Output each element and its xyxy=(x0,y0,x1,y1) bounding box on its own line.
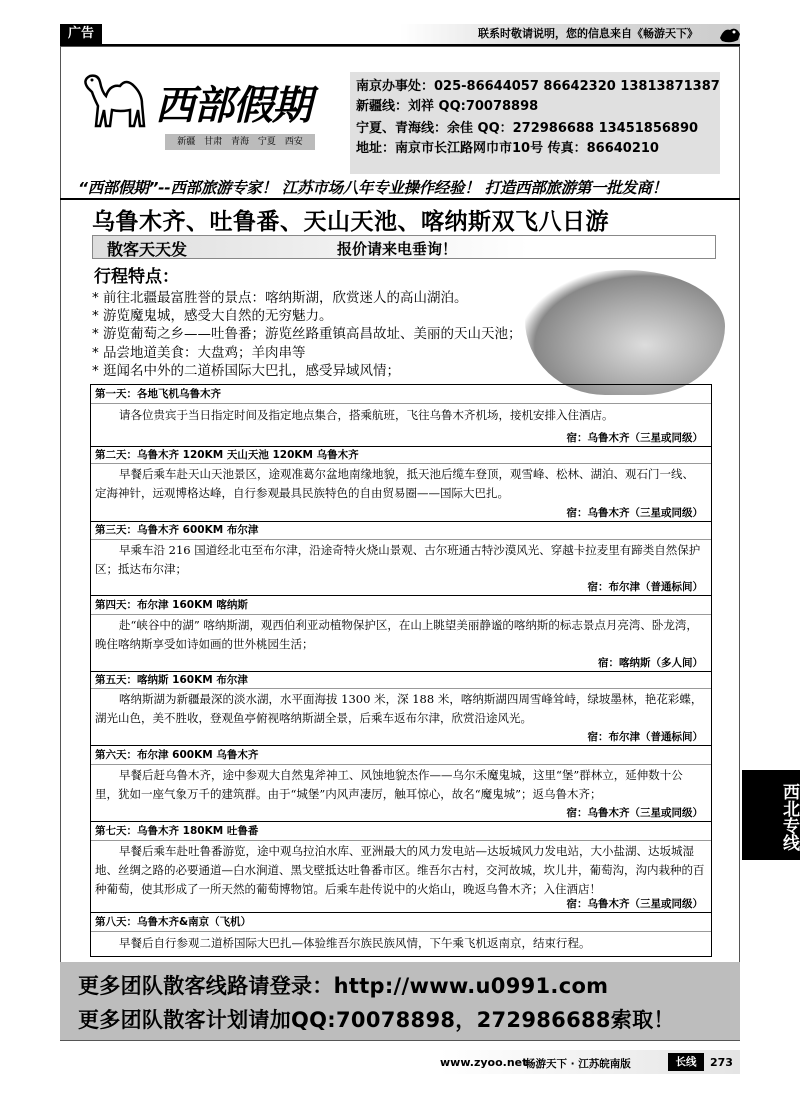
day-description: 早餐后赶乌鲁木齐，途中参观大自然鬼斧神工、风蚀地貌杰作——乌尔禾魔鬼城，这里“堡”群林立，延伸数十公里，犹如一座气象万千的建筑群。由于“城堡”内风声凄厉，触耳惊心，故名“魔鬼城”；返乌鲁木齐； xyxy=(95,768,683,801)
day-accommodation: 宿：乌鲁木齐（三星或同级） xyxy=(566,898,703,910)
day-accommodation: 宿：布尔津（普通标间） xyxy=(587,581,703,593)
day-title: 第七天：乌鲁木齐 180KM 吐鲁番 xyxy=(95,825,259,837)
row-divider xyxy=(91,671,711,672)
day-accommodation: 宿：乌鲁木齐（三星或同级） xyxy=(566,807,703,819)
day-title: 第五天：喀纳斯 160KM 布尔津 xyxy=(95,674,248,686)
contact-line: 地址：南京市长江路网巾市10号 传真：86640210 xyxy=(356,141,659,156)
itinerary-table xyxy=(90,384,712,957)
footer-site: www.zyoo.net xyxy=(440,1056,528,1069)
daily-departure-box xyxy=(92,235,716,259)
footer-banner xyxy=(60,962,740,1040)
footer-section-tab: 长线 xyxy=(668,1053,704,1071)
feature-item: * 游览葡萄之乡——吐鲁番；游览丝路重镇高昌故址、美丽的天山天池； xyxy=(92,326,522,342)
feature-item: * 逛闻名中外的二道桥国际大巴扎，感受异域风情； xyxy=(92,363,401,379)
feature-item: * 游览魔鬼城，感受大自然的无穷魅力。 xyxy=(92,308,333,324)
day-title: 第六天：布尔津 600KM 乌鲁木齐 xyxy=(95,749,259,761)
feature-item: * 前往北疆最富胜誉的景点：喀纳斯湖，欣赏迷人的高山湖泊。 xyxy=(92,290,468,306)
row-divider xyxy=(91,539,711,540)
contact-line: 南京办事处：025-86644057 86642320 13813871387 xyxy=(356,79,720,94)
camel-icon xyxy=(80,66,160,136)
contact-line: 新疆线：刘祥 QQ:70078898 xyxy=(356,99,539,114)
row-divider xyxy=(91,821,711,822)
row-divider xyxy=(91,840,711,841)
route-title: 乌鲁木齐、吐鲁番、天山天池、喀纳斯双飞八日游 xyxy=(92,209,609,235)
footer-magazine: 畅游天下 · 江苏皖南版 xyxy=(525,1058,631,1070)
slogan: “西部假期”--西部旅游专家！ 江苏市场八年专业操作经验！ 打造西部旅游第一批发商！ xyxy=(78,179,668,197)
contact-line: 宁夏、青海线：余佳 QQ：272986688 13451856890 xyxy=(356,121,699,136)
logo xyxy=(80,66,320,166)
price-label: 报价请来电垂询！ xyxy=(337,240,458,258)
ad-tag: 广告 xyxy=(60,24,102,44)
logo-regions: 新疆 甘肃 青海 宁夏 西安 xyxy=(165,134,315,150)
row-divider xyxy=(91,614,711,615)
day-accommodation: 宿：乌鲁木齐（三星或同级） xyxy=(566,432,703,444)
mascot-icon xyxy=(718,22,742,44)
day-accommodation: 宿：布尔津（普通标间） xyxy=(587,731,703,743)
day-title: 第八天：乌鲁木齐&南京（飞机） xyxy=(95,916,252,928)
day-title: 第二天：乌鲁木齐 120KM 天山天池 120KM 乌鲁木齐 xyxy=(95,449,359,461)
row-divider xyxy=(91,446,711,447)
daily-label: 散客天天发 xyxy=(107,240,188,259)
row-divider xyxy=(91,403,711,404)
row-divider xyxy=(91,463,711,464)
day-accommodation: 宿：喀纳斯（多人间） xyxy=(598,657,703,669)
day-description: 早餐后乘车赴天山天池景区，途观准葛尔盆地南缘地貌，抵天池后缆车登顶，观雪峰、松林、湖泊、观石门一线、定海神针，远观博格达峰，自行参观最具民族特色的自由贸易圈——国际大巴扎。 xyxy=(95,467,694,500)
day-description: 早餐后乘车赴吐鲁番游览，途中观乌拉泊水库、亚洲最大的风力发电站—达坂城风力发电站，大小盐湖、达坂城湿地、丝绸之路的必要通道—白水涧道、黑戈壁抵达吐鲁番市区。维吾尔古村，交河故城，坎儿井，葡萄沟，沟内栽种的百种葡萄，使其形成了一所天然的葡萄博物馆。后乘车赴传说中的火焰山，晚返乌鲁木齐；入住酒店！ xyxy=(95,844,705,896)
section-tab: 西北专线 xyxy=(742,770,800,860)
logo-text: 西部假期 xyxy=(155,82,311,129)
day-description: 早乘车沿 216 国道经北屯至布尔津，沿途奇特火烧山景观、古尔班通古特沙漠风光、穿越卡拉麦里有蹄类自然保护区；抵达布尔津； xyxy=(95,543,701,576)
divider xyxy=(60,198,740,200)
day-accommodation: 宿：乌鲁木齐（三星或同级） xyxy=(566,507,703,519)
features-title: 行程特点： xyxy=(94,267,179,287)
day-description: 请各位贵宾于当日指定时间及指定地点集合，搭乘航班，飞往乌鲁木齐机场，接机安排入住酒店。 xyxy=(119,408,614,422)
day-description: 喀纳斯湖为新疆最深的淡水湖，水平面海拔 1300 米，深 188 米，喀纳斯湖四周雪峰耸峙，绿坡墨林，艳花彩蝶，湖光山色，美不胜收，登观鱼亭俯视喀纳斯湖全景，后乘车返布尔津，欣赏沿途风光。 xyxy=(95,692,703,725)
contact-block xyxy=(350,72,720,174)
row-divider xyxy=(91,688,711,689)
feature-item: * 品尝地道美食：大盘鸡；羊肉串等 xyxy=(92,345,306,361)
landscape-photo xyxy=(525,270,725,395)
row-divider xyxy=(91,595,711,596)
day-title: 第三天：乌鲁木齐 600KM 布尔津 xyxy=(95,524,259,536)
day-description: 赴“峡谷中的湖” 喀纳斯湖，观西伯利亚动植物保护区，在山上眺望美丽静谧的喀纳斯的标志景点月亮湾、卧龙湾，晚住喀纳斯享受如诗如画的世外桃园生活； xyxy=(95,618,698,651)
row-divider xyxy=(91,931,711,932)
row-divider xyxy=(91,912,711,913)
banner-line-qq: 更多团队散客计划请加QQ:70078898，272986688索取！ xyxy=(78,1008,675,1032)
row-divider xyxy=(91,521,711,522)
banner-line-website: 更多团队散客线路请登录：http://www.u0991.com xyxy=(78,974,609,998)
header-note: 联系时敬请说明，您的信息来自《畅游天下》 xyxy=(478,27,698,40)
day-description: 早餐后自行参观二道桥国际大巴扎—体验维吾尔族民族风情，下午乘飞机返南京，结束行程。 xyxy=(119,936,591,950)
row-divider xyxy=(91,745,711,746)
row-divider xyxy=(91,764,711,765)
day-title: 第一天：各地飞机乌鲁木齐 xyxy=(95,388,221,400)
page-number: 273 xyxy=(710,1056,733,1069)
day-title: 第四天：布尔津 160KM 喀纳斯 xyxy=(95,599,248,611)
